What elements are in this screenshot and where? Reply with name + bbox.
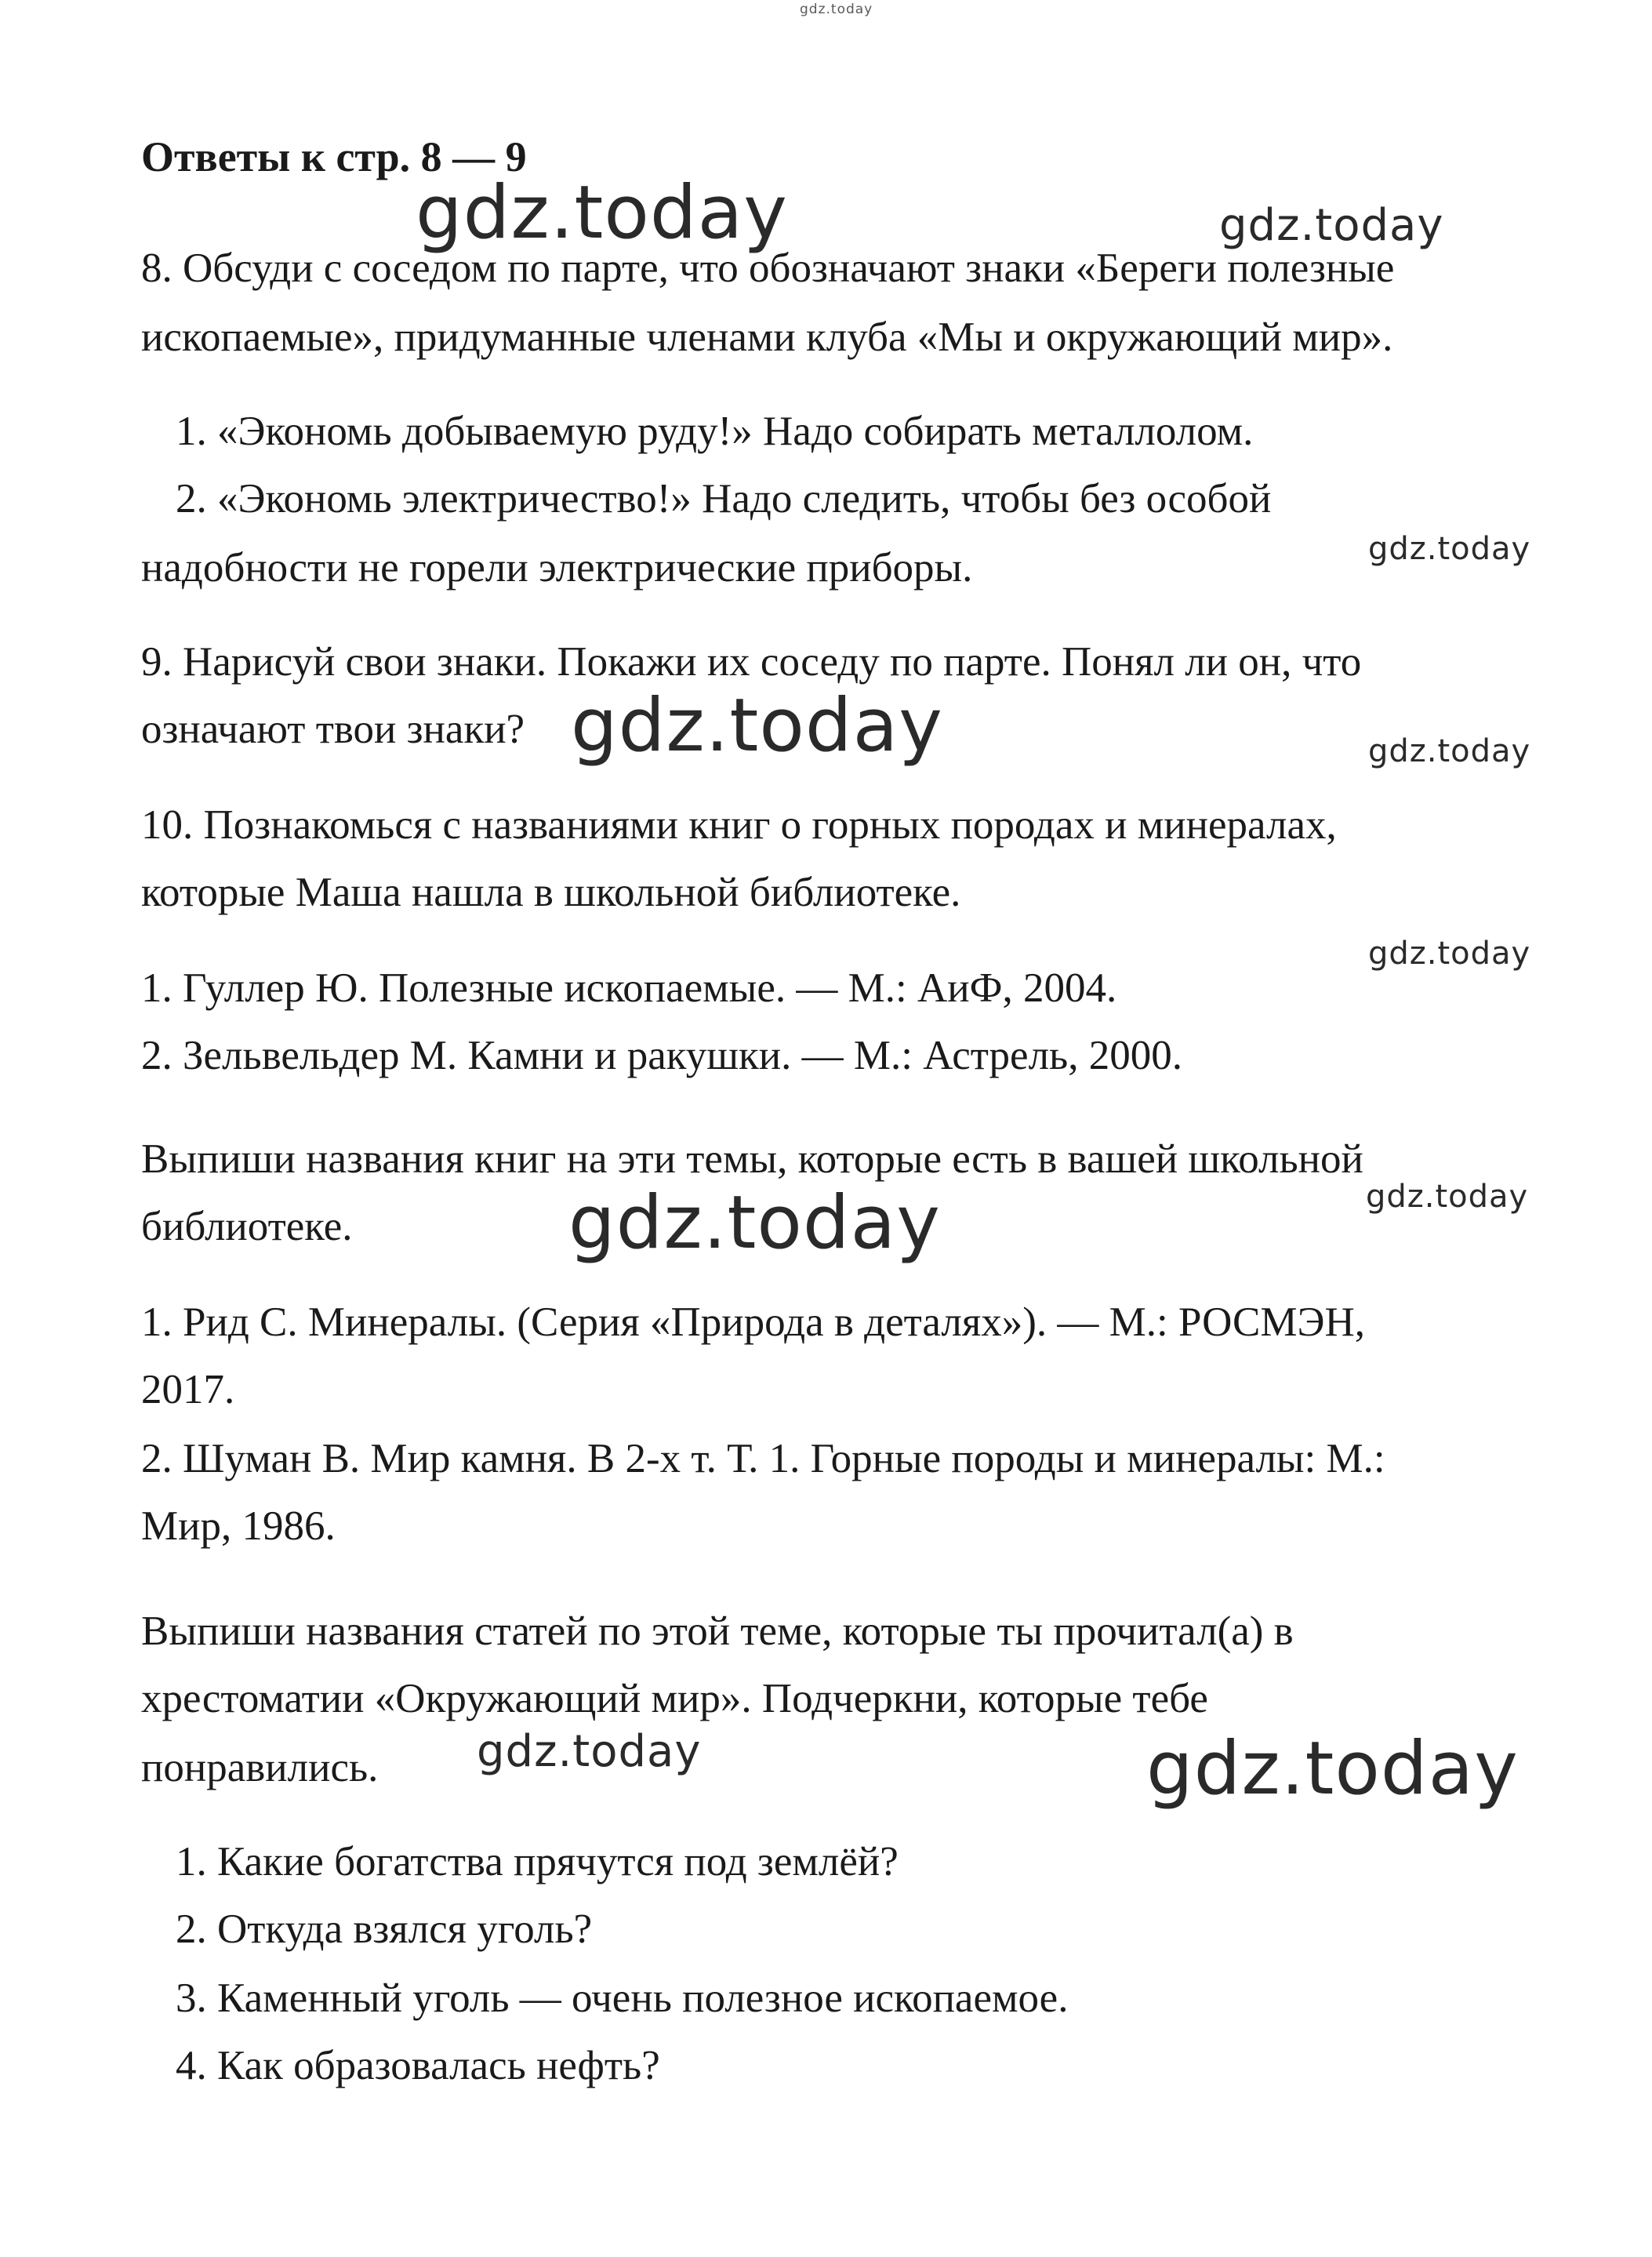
task10-book1: 1. Гуллер Ю. Полезные ископаемые. — М.: АиФ, 2004. <box>141 965 1117 1011</box>
task10-prompt3-line3: понравились. <box>141 1745 379 1790</box>
watermark: gdz.today <box>1368 733 1531 769</box>
article1: 1. Какие богатства прячутся под землёй? <box>176 1839 899 1884</box>
article4: 4. Как образовалась нефть? <box>176 2043 660 2088</box>
school-book2-line2: Мир, 1986. <box>141 1503 336 1549</box>
watermark: gdz.today <box>1146 1726 1519 1812</box>
task8-answer1: 1. «Экономь добываемую руду!» Надо собирать металлолом. <box>176 409 1254 454</box>
task9-question-line2: означают твои знаки? <box>141 707 525 752</box>
task8-question-line2: ископаемые», придуманные членами клуба «Мы и окружающий мир». <box>141 314 1393 360</box>
watermark-top: gdz.today <box>800 2 873 17</box>
school-book1-line2: 2017. <box>141 1367 235 1412</box>
watermark: gdz.today <box>568 1180 941 1266</box>
task10-question-line1: 10. Познакомься с названиями книг о горных породах и минералах, <box>141 802 1337 848</box>
article2: 2. Откуда взялся уголь? <box>176 1906 593 1952</box>
watermark: gdz.today <box>571 683 943 769</box>
task10-book2: 2. Зельвельдер М. Камни и ракушки. — М.: Астрель, 2000. <box>141 1033 1182 1078</box>
task10-prompt2-line1: Выпиши названия книг на эти темы, которые есть в вашей школьной <box>141 1136 1363 1182</box>
watermark: gdz.today <box>477 1726 702 1777</box>
watermark: gdz.today <box>1366 1179 1529 1215</box>
school-book2-line1: 2. Шуман В. Мир камня. В 2-х т. Т. 1. Горные породы и минералы: М.: <box>141 1436 1385 1481</box>
watermark: gdz.today <box>416 170 788 256</box>
task10-prompt2-line2: библиотеке. <box>141 1204 353 1249</box>
page-heading: Ответы к стр. 8 — 9 <box>141 133 527 180</box>
task9-question-line1: 9. Нарисуй свои знаки. Покажи их соседу по парте. Понял ли он, что <box>141 639 1362 685</box>
task10-question-line2: которые Маша нашла в школьной библиотеке. <box>141 870 961 915</box>
article3: 3. Каменный уголь — очень полезное ископаемое. <box>176 1975 1069 2021</box>
watermark: gdz.today <box>1368 936 1531 972</box>
task8-answer2-line2: надобности не горели электрические приборы. <box>141 545 973 591</box>
school-book1-line1: 1. Рид С. Минералы. (Серия «Природа в деталях»). — М.: РОСМЭН, <box>141 1299 1366 1345</box>
task10-prompt3-line1: Выпиши названия статей по этой теме, которые ты прочитал(а) в <box>141 1608 1294 1654</box>
watermark: gdz.today <box>1368 531 1531 567</box>
task8-question-line1: 8. Обсуди с соседом по парте, что обозначают знаки «Береги полезные <box>141 245 1395 291</box>
task8-answer2-line1: 2. «Экономь электричество!» Надо следить, чтобы без особой <box>176 476 1272 522</box>
watermark: gdz.today <box>1219 200 1444 251</box>
task10-prompt3-line2: хрестоматии «Окружающий мир». Подчеркни, которые тебе <box>141 1676 1208 1721</box>
